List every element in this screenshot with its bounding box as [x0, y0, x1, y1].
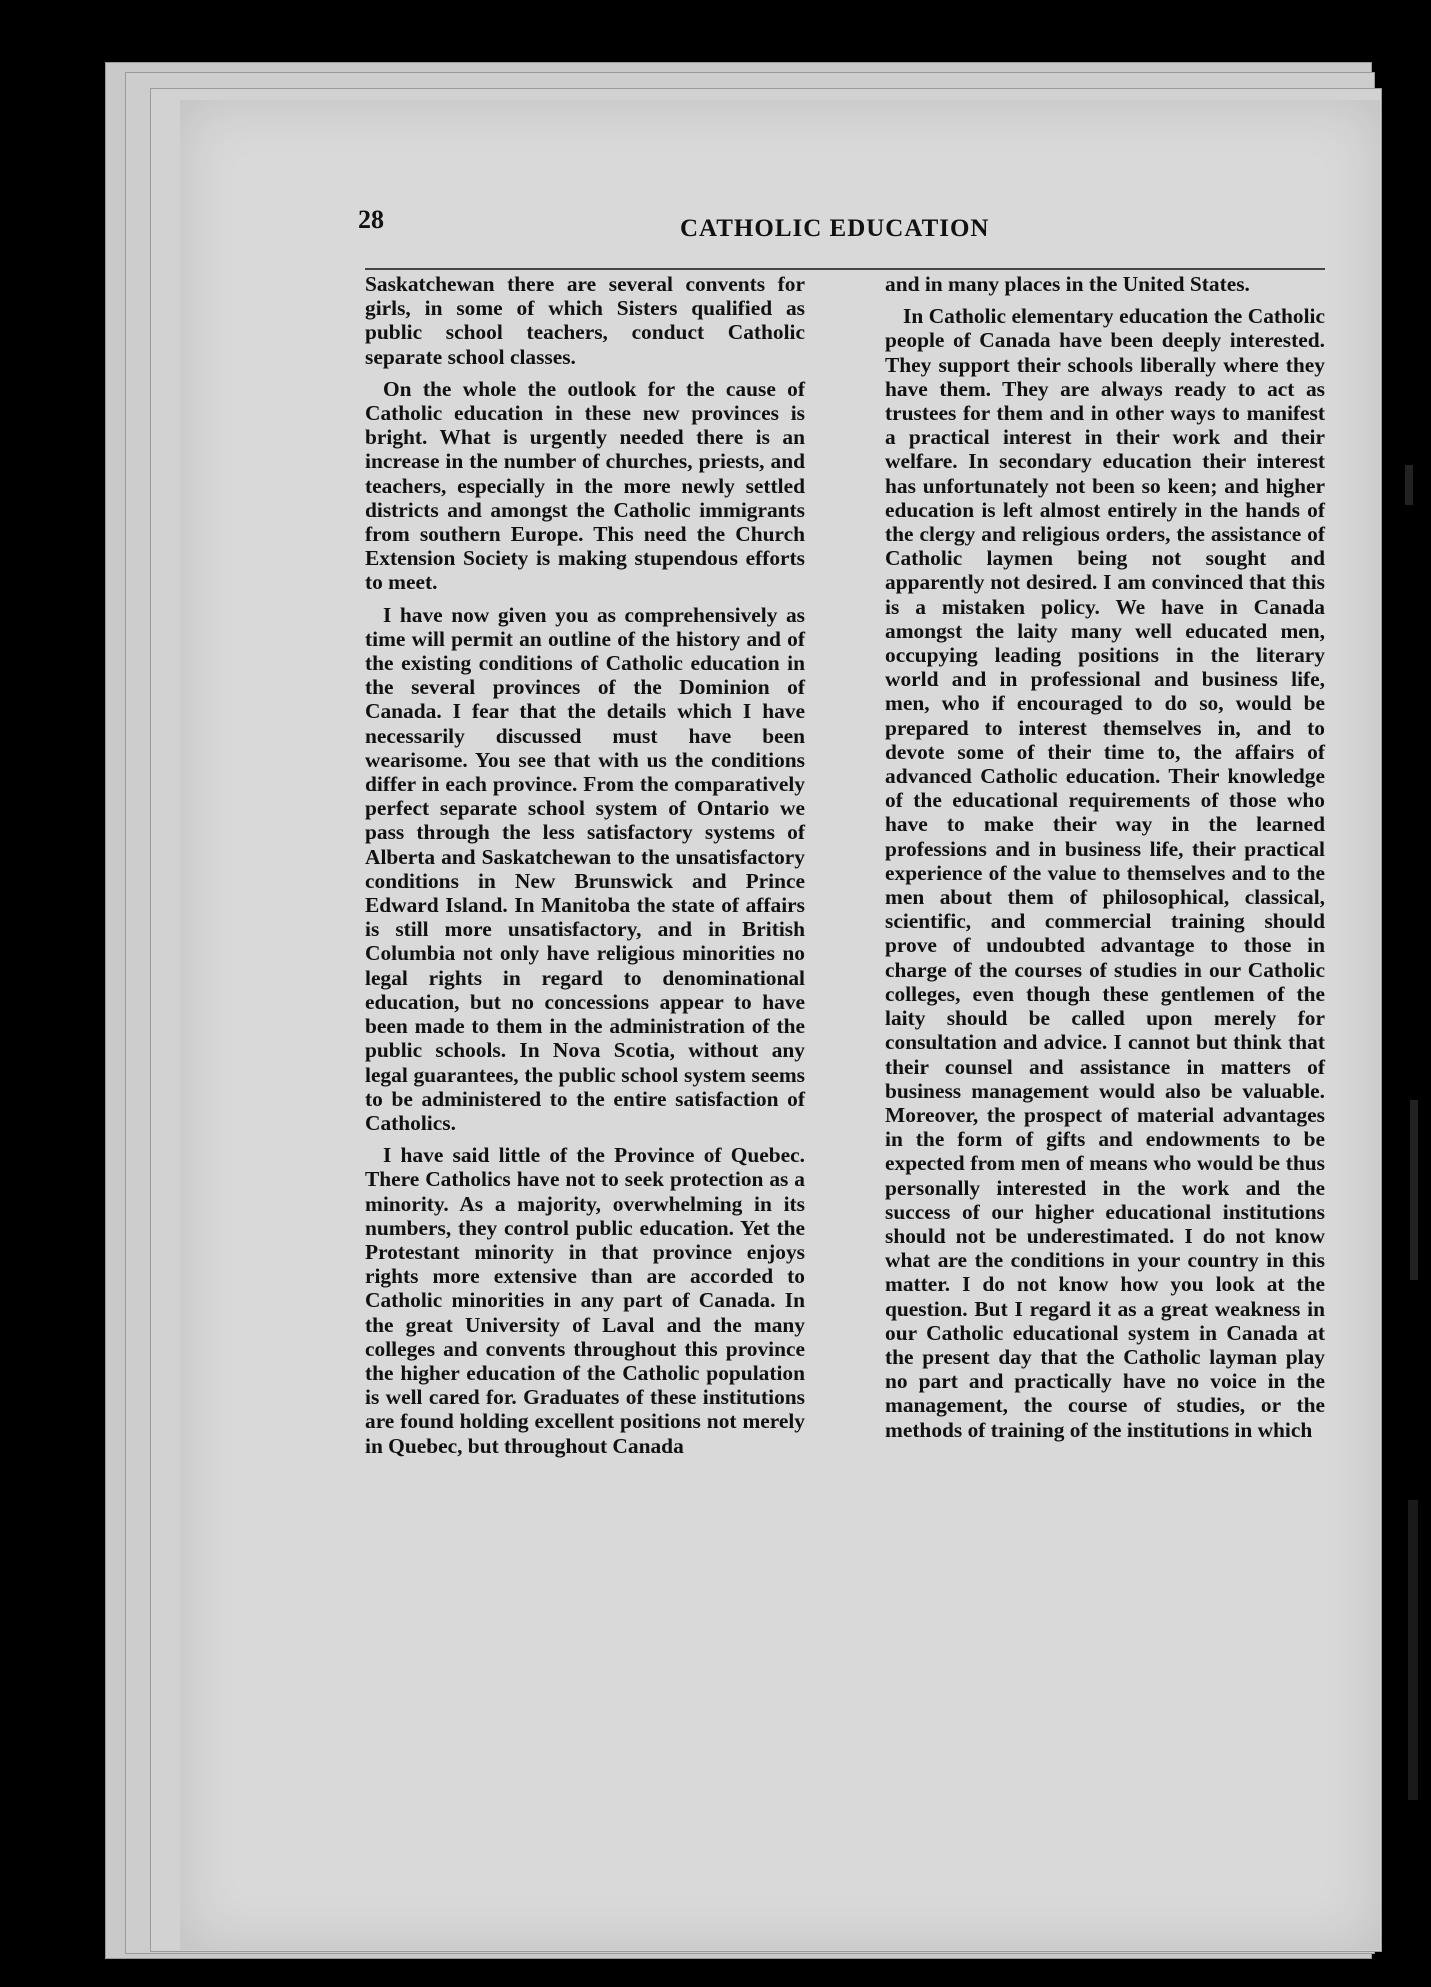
left-column [365, 272, 805, 1458]
right-column [885, 272, 1325, 1442]
scan-artifact [1408, 1500, 1418, 1800]
scan-artifact [1405, 465, 1413, 505]
paragraph: Saskatchewan there are several convents for girls, in some of which Sisters qualified as public school teachers, conduct Catholic separate school classes. [365, 272, 805, 369]
paragraph: In Catholic elementary education the Catholic people of Canada have been deeply interested. They support their schools liberally where they have them. They are always ready to act as trustees for them and in other ways to manifest a practical interest in their work and their welfare. In secondary education their interest has unfortunately not been so keen; and higher education is left almost entirely in the hands of the clergy and religious orders, the assistance of Catholic laymen being not sought and apparently not desired. I am convinced that this is a mistaken policy. We have in Canada amongst the laity many well educated men, occupying leading positions in the literary world and in professional and business life, men, who if encouraged to do so, would be prepared to interest themselves in, and to devote some of their time to, the affairs of advanced Catholic education. Their knowledge of the educational requirements of those who have to make their way in the learned professions and in business life, their practical experience of the value to themselves and to the men about them of philosophical, classical, scientific, and commercial training should prove of undoubted advantage to those in charge of the courses of studies in our Catholic colleges, even though these gentlemen of the laity should be called upon merely for consultation and advice. I cannot but think that their counsel and assistance in matters of business management would also be valuable. Moreover, the prospect of material advantages in the form of gifts and endowments to be expected from men of means who would be thus personally interested in the work and the success of our higher educational institutions should not be underestimated. I do not know what are the conditions in your country in this matter. I do not know how you look at the question. But I regard it as a great weakness in our Catholic educational system in Canada at the present day that the Catholic layman play no part and practically have no voice in the management, the course of studies, or the methods of training of the institutions in which [885, 304, 1325, 1442]
running-title: CATHOLIC EDUCATION [680, 215, 990, 242]
page-header [0, 205, 1431, 245]
page-number: 28 [358, 205, 384, 234]
paragraph: I have now given you as comprehensively as time will permit an outline of the history and of the existing conditions of Catholic education in the several provinces of the Dominion of Canada. I fear that the details which I have necessarily discussed must have been wearisome. You see that with us the conditions differ in each province. From the comparatively perfect separate school system of Ontario we pass through the less satisfactory systems of Alberta and Saskatchewan to the unsatisfactory conditions in New Brunswick and Prince Edward Island. In Manitoba the state of affairs is still more unsatisfactory, and in British Columbia not only have religious minorities no legal rights in regard to denominational education, but no concessions appear to have been made to them in the administration of the public schools. In Nova Scotia, without any legal guarantees, the public school system seems to be administered to the entire satisfaction of Catholics. [365, 602, 805, 1135]
paragraph: I have said little of the Province of Quebec. There Catholics have not to seek protection as a minority. As a majority, overwhelming in its numbers, they control public education. Yet the Protestant minority in that province enjoys rights more extensive than are accorded to Catholic minorities in any part of Canada. In the great University of Laval and the many colleges and convents throughout this province the higher education of the Catholic population is well cared for. Graduates of these institutions are found holding excellent positions not merely in Quebec, but throughout Canada [365, 1143, 805, 1458]
header-rule [365, 268, 1325, 270]
paragraph: On the whole the outlook for the cause of Catholic education in these new provinces is bright. What is urgently needed there is an increase in the number of churches, priests, and teachers, especially in the more newly settled districts and amongst the Catholic immigrants from southern Europe. This need the Church Extension Society is making stupendous efforts to meet. [365, 376, 805, 595]
paragraph: and in many places in the United States. [885, 272, 1250, 296]
scan-artifact [1410, 1100, 1418, 1280]
